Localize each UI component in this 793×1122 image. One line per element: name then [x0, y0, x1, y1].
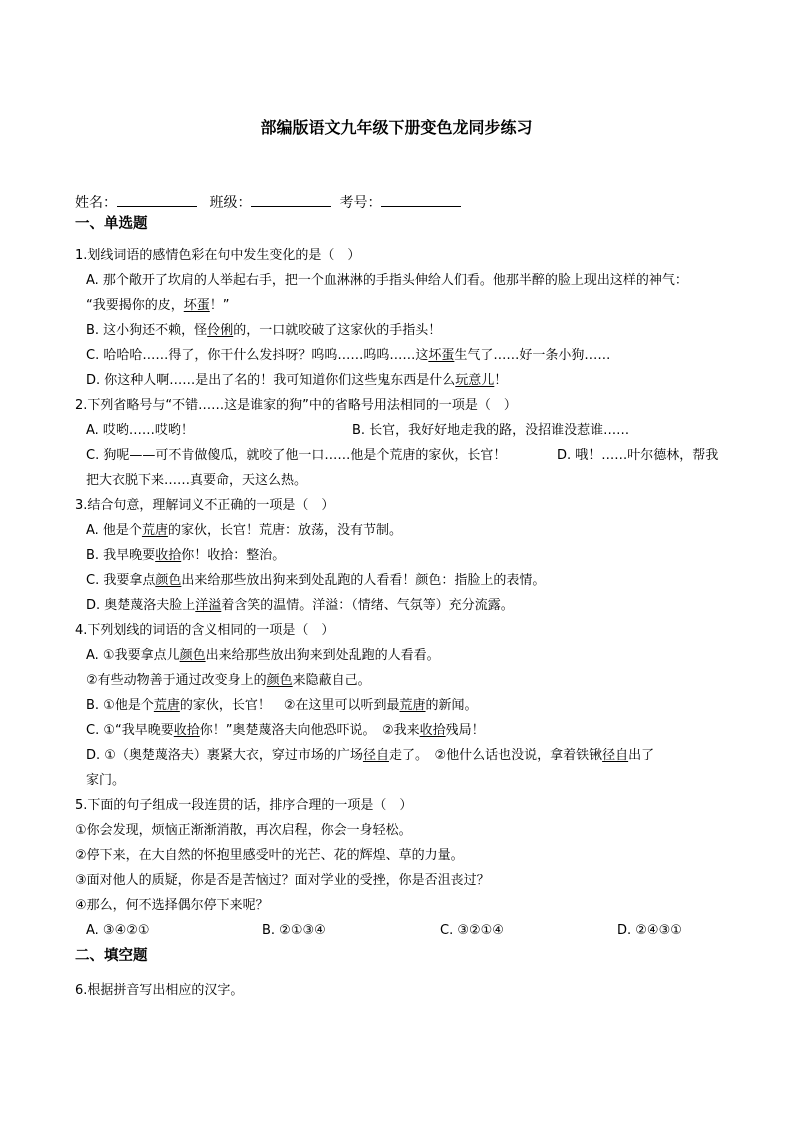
question-5-stem: 5.下面的句子组成一段连贯的话，排序合理的一项是（ ） [75, 798, 413, 813]
question-3-stem: 3.结合句意，理解词义不正确的一项是（ ） [75, 498, 335, 513]
underlined-word: 径自 [602, 748, 629, 763]
question-1-option-a: A. 那个敞开了坎肩的人举起右手，把一个血淋淋的手指头伸给人们看。他那半醉的脸上现出这样的神气： [86, 273, 688, 288]
question-1-option-a-continued: “我要揭你的皮，坏蛋！” [86, 298, 230, 313]
question-3-option-d: D. 奥楚蔑洛夫脸上洋溢着含笑的温情。洋溢：（情绪、气氛等）充分流露。 [86, 598, 514, 613]
underlined-word: 洋溢 [195, 598, 222, 613]
underlined-word: 颜色 [155, 573, 182, 588]
question-2-option-c: C. 狗呢——可不肯做傻瓜，就咬了他一口……他是个荒唐的家伙，长官！ [86, 448, 507, 463]
question-4-stem: 4.下列划线的词语的含义相同的一项是（ ） [75, 623, 335, 638]
question-4-option-b: B. ①他是个荒唐的家伙，长官！ ②在这里可以听到最荒唐的新闻。 [86, 698, 478, 713]
page-title: 部编版语文九年级下册变色龙同步练习 [260, 118, 533, 137]
question-3-option-b: B. 我早晚要收拾你！收拾：整治。 [86, 548, 286, 563]
exam-number-blank[interactable] [381, 192, 461, 207]
question-5-option-d: D. ②④③① [617, 923, 682, 938]
question-1-stem: 1.划线词语的感情色彩在句中发生变化的是（ ） [75, 248, 361, 263]
name-blank[interactable] [117, 192, 197, 207]
underlined-word: 荒唐 [153, 698, 180, 713]
section-heading-fill-in: 二、填空题 [75, 948, 148, 964]
class-blank[interactable] [251, 192, 331, 207]
question-5-option-a: A. ③④②① [86, 923, 150, 938]
question-6-stem: 6.根据拼音写出相应的汉字。 [75, 983, 244, 998]
question-3-option-c: C. 我要拿点颜色出来给那些放出狗来到处乱跑的人看看！颜色：指脸上的表情。 [86, 573, 546, 588]
student-info-row [75, 192, 469, 213]
underlined-word: 荒唐 [141, 523, 168, 538]
underlined-word: 收拾 [173, 723, 200, 738]
underlined-word: 玩意儿 [455, 373, 495, 388]
question-4-option-a-continued: ②有些动物善于通过改变身上的颜色来隐蔽自己。 [86, 673, 371, 688]
question-5-option-b: B. ②①③④ [262, 923, 326, 938]
question-3-option-a: A. 他是个荒唐的家伙，长官！荒唐：放荡，没有节制。 [86, 523, 402, 538]
question-5-sentence-1: ①你会发现，烦恼正渐渐消散，再次启程，你会一身轻松。 [75, 823, 412, 838]
question-2-option-d-continued: 把大衣脱下来……真要命，天这么热。 [86, 473, 308, 488]
question-5-sentence-2: ②停下来，在大自然的怀抱里感受叶的光芒、花的辉煌、草的力量。 [75, 848, 464, 863]
question-5-sentence-3: ③面对他人的质疑，你是否是苦恼过？面对学业的受挫，你是否沮丧过？ [75, 873, 490, 888]
question-5-option-c: C. ③②①④ [440, 923, 504, 938]
class-label: 班级： [209, 195, 252, 211]
question-5-sentence-4: ④那么，何不选择偶尔停下来呢？ [75, 898, 269, 913]
question-2-option-d: D. 哦！……叶尔德林，帮我 [557, 448, 719, 463]
exam-number-label: 考号： [339, 195, 382, 211]
underlined-word: 颜色 [179, 648, 206, 663]
question-4-option-c: C. ①“我早晚要收拾你！”奥楚蔑洛夫向他恐吓说。 ②我来收拾残局！ [86, 723, 485, 738]
question-2-option-b: B. 长官，我好好地走我的路，没招谁没惹谁…… [352, 423, 630, 438]
question-4-option-d: D. ①（奥楚蔑洛夫）裹紧大衣，穿过市场的广场径自走了。 ②他什么话也没说，拿着铁锹径自出了 [86, 748, 655, 763]
question-1-option-d: D. 你这种人啊……是出了名的！我可知道你们这些鬼东西是什么玩意儿！ [86, 373, 508, 388]
question-4-option-a: A. ①我要拿点儿颜色出来给那些放出狗来到处乱跑的人看看。 [86, 648, 440, 663]
name-label: 姓名： [75, 195, 117, 211]
underlined-word: 收拾 [155, 548, 182, 563]
question-1-option-b: B. 这小狗还不赖，怪伶俐的，一口就咬破了这家伙的手指头！ [86, 323, 442, 338]
underlined-word: 伶俐 [207, 323, 234, 338]
underlined-word: 颜色 [266, 673, 293, 688]
section-heading-single-choice: 一、单选题 [75, 216, 148, 232]
underlined-word: 荒唐 [399, 698, 426, 713]
question-2-stem: 2.下列省略号与“不错……这是谁家的狗”中的省略号用法相同的一项是（ ） [75, 398, 517, 413]
underlined-word: 坏蛋 [428, 348, 455, 363]
question-4-option-d-continued: 家门。 [86, 773, 126, 788]
question-2-option-a: A. 哎哟……哎哟！ [86, 423, 194, 438]
underlined-word: 收拾 [419, 723, 446, 738]
question-1-option-c: C. 哈哈哈……得了，你干什么发抖呀？呜呜……呜呜……这坏蛋生气了……好一条小狗…… [86, 348, 611, 363]
underlined-word: 坏蛋 [183, 298, 210, 313]
underlined-word: 径自 [362, 748, 389, 763]
